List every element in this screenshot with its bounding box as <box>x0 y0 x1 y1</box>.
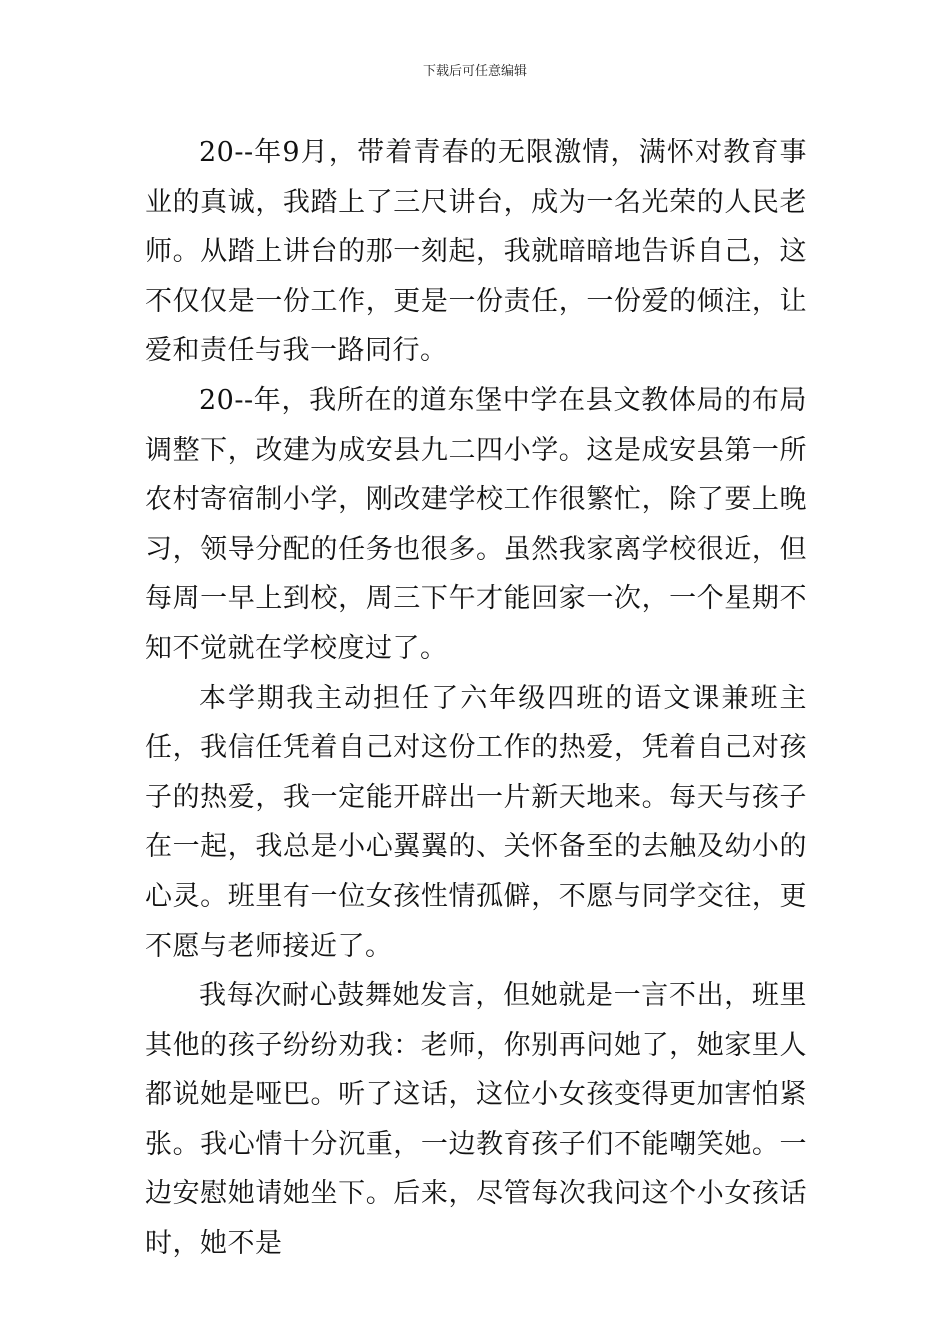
paragraph-4: 我每次耐心鼓舞她发言，但她就是一言不出，班里其他的孩子纷纷劝我：老师，你别再问她了，她家里人都说她是哑巴。听了这话，这位小女孩变得更加害怕紧张。我心情十分沉重，一边教育孩子们不能嘲笑她。一边安慰她请她坐下。后来，尽管每次我问这个小女孩话时，她不是 <box>145 980 807 1260</box>
paragraph-2: 20--年，我所在的道东堡中学在县文教体局的布局调整下，改建为成安县九二四小学。这是成安县第一所农村寄宿制小学，刚改建学校工作很繁忙，除了要上晚习，领导分配的任务也很多。虽然我家离学校很近，但每周一早上到校，周三下午才能回家一次，一个星期不知不觉就在学校度过了。 <box>145 384 807 664</box>
page-header-note: 下载后可任意编辑 <box>422 64 527 79</box>
paragraph-1: 20--年9月，带着青春的无限激情，满怀对教育事业的真诚，我踏上了三尺讲台，成为一名光荣的人民老师。从踏上讲台的那一刻起，我就暗暗地告诉自己，这不仅仅是一份工作，更是一份责任，一份爱的倾注，让爱和责任与我一路同行。 <box>145 137 807 367</box>
paragraph-3: 本学期我主动担任了六年级四班的语文课兼班主任，我信任凭着自己对这份工作的热爱，凭着自己对孩子的热爱，我一定能开辟出一片新天地来。每天与孩子在一起，我总是小心翼翼的、关怀备至的去触及幼小的心灵。班里有一位女孩性情孤僻，不愿与同学交往，更不愿与老师接近了。 <box>145 682 807 962</box>
document-body <box>145 128 807 1269</box>
